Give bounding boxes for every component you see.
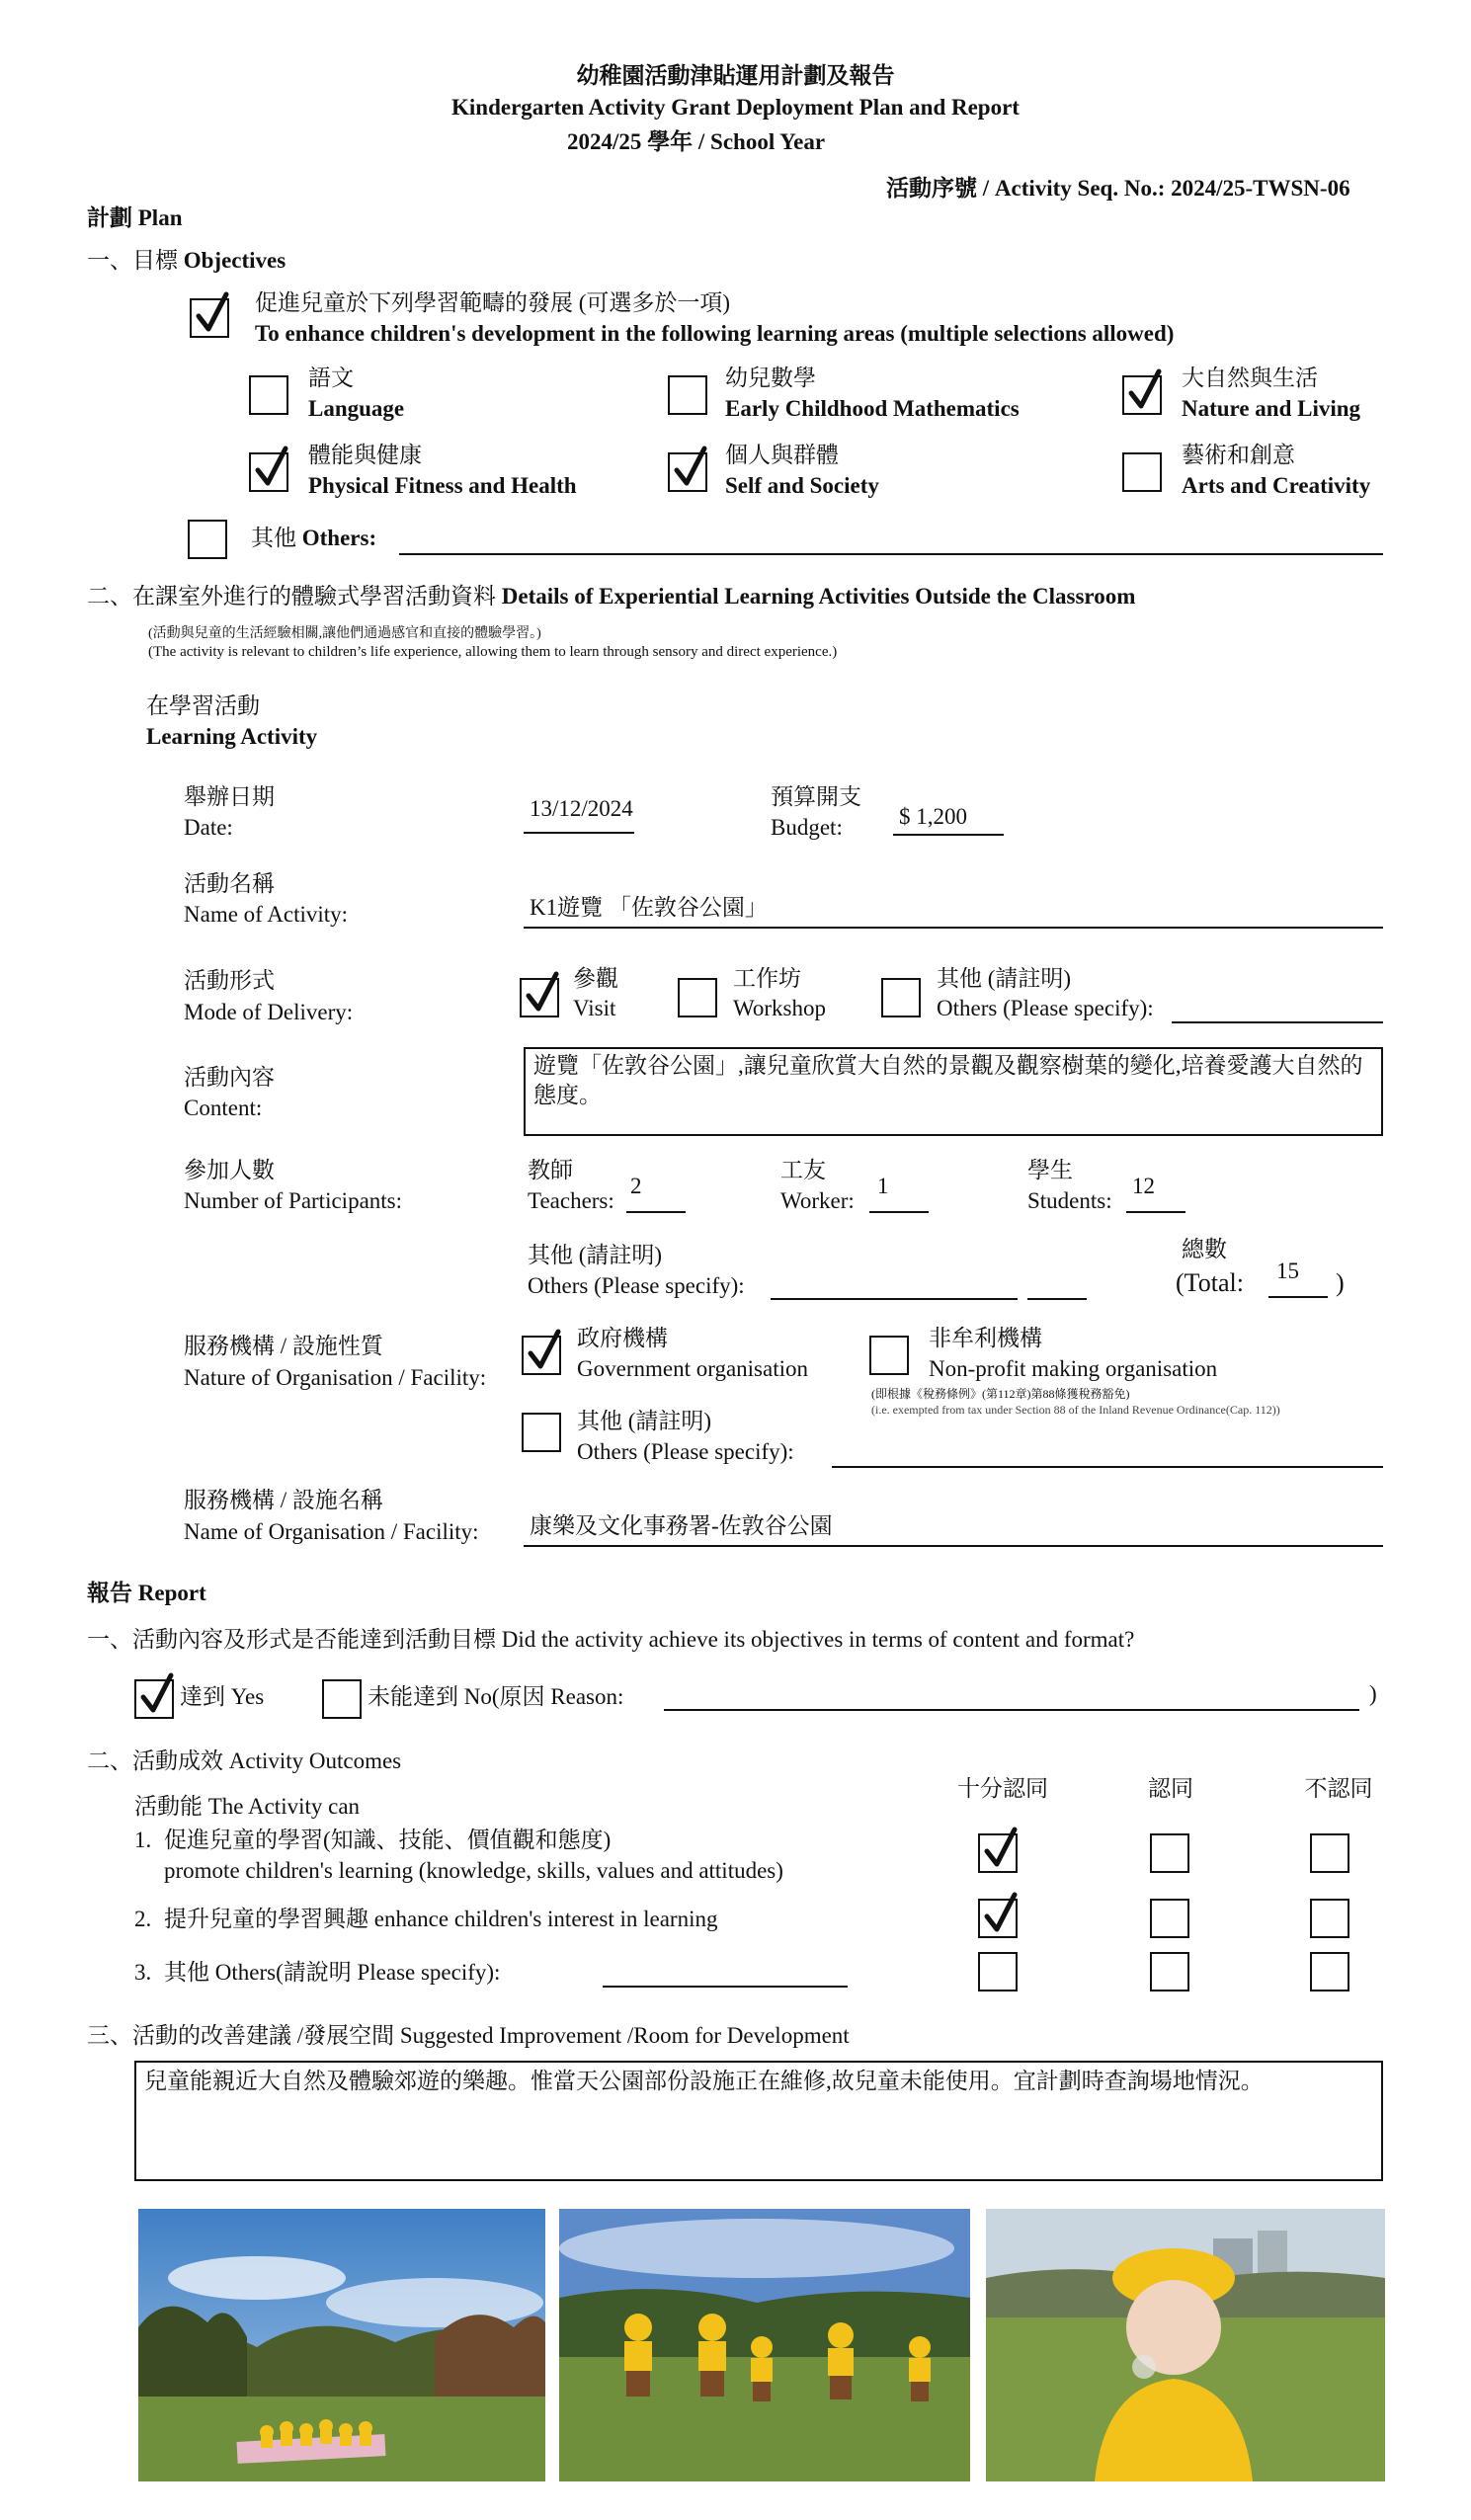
mode-zh: 活動形式 [184, 968, 275, 993]
improve-heading: 三、活動的改善建議 /發展空間 Suggested Improvement /Room for Development [87, 2023, 850, 2048]
details-heading-zh: 二、在課室外進行的體驗式學習活動資料 [87, 584, 496, 609]
area-fitness-zh: 體能與健康 [308, 443, 422, 467]
budget-zh: 預算開支 [771, 784, 861, 809]
nonprofit-note-en: (i.e. exempted from tax under Section 88 of the Inland Revenue Ordinance(Cap. 112)) [871, 1403, 1280, 1417]
org-name-field[interactable] [524, 1545, 1383, 1547]
details-note-en: (The activity is relevant to children’s life experience, allowing them to learn through sensory and direct experience.) [148, 644, 838, 660]
achieved-no-checkbox[interactable] [322, 1679, 362, 1719]
total-en: (Total: [1176, 1268, 1244, 1297]
area-fitness-en: Physical Fitness and Health [308, 473, 577, 498]
org-others-en: Others (Please specify): [577, 1439, 794, 1464]
outcome-2-agree-checkbox[interactable] [1150, 1899, 1189, 1938]
objectives-heading-en: Objectives [183, 248, 286, 273]
objective-main-en: To enhance children's development in the following learning areas (multiple selections allowed) [255, 321, 1175, 346]
mode-workshop-zh: 工作坊 [733, 966, 801, 991]
details-heading [87, 582, 1135, 611]
objectives-heading-zh: 一、目標 [87, 248, 178, 273]
activity-seq [886, 174, 1350, 203]
area-nature-zh: 大自然與生活 [1182, 366, 1318, 390]
area-fitness-checkbox[interactable] [249, 452, 288, 492]
objective-others-checkbox[interactable] [188, 520, 227, 559]
outcome-3-disagree-checkbox[interactable] [1310, 1952, 1349, 1992]
mode-others-en: Others (Please specify): [937, 996, 1154, 1020]
outcome-3-strongly-agree-checkbox[interactable] [978, 1952, 1018, 1992]
no-reason-close: ) [1369, 1681, 1377, 1706]
improve-box[interactable] [134, 2061, 1383, 2181]
area-math-checkbox[interactable] [668, 375, 707, 415]
teachers-en: Teachers: [528, 1188, 614, 1213]
budget-en: Budget: [771, 815, 843, 840]
activity-seq-label: 活動序號 / Activity Seq. No.: [886, 176, 1166, 201]
report-q1: 一、活動內容及形式是否能達到活動目標 Did the activity achieve its objectives in terms of content and format? [87, 1627, 1135, 1652]
students-zh: 學生 [1027, 1158, 1073, 1182]
outcome-3-agree-checkbox[interactable] [1150, 1952, 1189, 1992]
objective-others-en: Others: [301, 526, 377, 550]
mode-others-checkbox[interactable] [881, 978, 921, 1017]
outcome-3-zh: 其他 Others(請說明 Please specify): [164, 1960, 501, 1985]
photo-group-picnic [138, 2209, 545, 2481]
outcomes-heading: 二、活動成效 Activity Outcomes [87, 1748, 402, 1773]
outcomes-lead: 活動能 The Activity can [134, 1794, 361, 1819]
details-note-zh: (活動與兒童的生活經驗相關,讓他們通過感官和直接的體驗學習。) [148, 626, 541, 641]
teachers-value: 2 [630, 1174, 642, 1198]
activity-seq-value: 2024/25-TWSN-06 [1171, 176, 1350, 201]
objective-main-zh: 促進兒童於下列學習範疇的發展 (可選多於一項) [255, 290, 731, 315]
area-arts-zh: 藝術和創意 [1182, 443, 1295, 467]
content-en: Content: [184, 1096, 263, 1120]
org-nonprofit-zh: 非牟利機構 [929, 1326, 1042, 1350]
content-zh: 活動內容 [184, 1065, 275, 1090]
outcome-1-strongly-agree-checkbox[interactable] [978, 1833, 1018, 1873]
title-en: Kindergarten Activity Grant Deployment Plan and Report [451, 95, 1020, 120]
area-nature-en: Nature and Living [1182, 396, 1361, 421]
mode-en: Mode of Delivery: [184, 1000, 354, 1024]
budget-value: $ 1,200 [899, 804, 967, 829]
area-arts-checkbox[interactable] [1122, 452, 1162, 492]
achieved-no-label: 未能達到 No(原因 Reason: [368, 1684, 624, 1709]
date-value: 13/12/2024 [530, 796, 633, 821]
org-others-field[interactable] [832, 1466, 1383, 1468]
worker-field[interactable] [869, 1211, 929, 1213]
participants-zh: 參加人數 [184, 1158, 275, 1182]
worker-en: Worker: [780, 1188, 855, 1213]
org-nature-en: Nature of Organisation / Facility: [184, 1365, 487, 1390]
org-name-en: Name of Organisation / Facility: [184, 1519, 479, 1544]
objectives-heading [87, 246, 286, 276]
outcome-1-num: 1. [134, 1828, 152, 1852]
worker-zh: 工友 [780, 1158, 826, 1182]
area-language-zh: 語文 [308, 366, 354, 390]
org-nonprofit-checkbox[interactable] [869, 1336, 909, 1375]
outcome-2-zh: 提升兒童的學習興趣 enhance children's interest in learning [164, 1907, 718, 1931]
org-name-zh: 服務機構 / 設施名稱 [184, 1488, 383, 1512]
org-government-en: Government organisation [577, 1356, 808, 1381]
plan-heading: 計劃 Plan [87, 205, 183, 230]
total-field[interactable] [1268, 1296, 1328, 1298]
area-language-en: Language [308, 396, 405, 421]
budget-field[interactable] [893, 834, 1004, 836]
area-society-checkbox[interactable] [668, 452, 707, 492]
org-name-value: 康樂及文化事務署-佐敦谷公園 [530, 1513, 833, 1538]
activity-name-value: K1遊覽 「佐敦谷公園」 [530, 895, 768, 920]
objective-others-field[interactable] [399, 553, 1383, 555]
participants-en: Number of Participants: [184, 1188, 403, 1213]
mode-others-zh: 其他 (請註明) [937, 966, 1072, 991]
outcome-2-disagree-checkbox[interactable] [1310, 1899, 1349, 1938]
outcome-3-num: 3. [134, 1960, 152, 1985]
date-en: Date: [184, 815, 233, 840]
objective-others-label [251, 524, 376, 553]
students-field[interactable] [1126, 1211, 1185, 1213]
school-year-suffix: School Year [710, 129, 826, 154]
area-arts-en: Arts and Creativity [1182, 473, 1371, 498]
date-field[interactable] [524, 832, 634, 834]
activity-name-en: Name of Activity: [184, 902, 349, 927]
part-others-zh: 其他 (請註明) [528, 1243, 663, 1267]
area-society-zh: 個人與群體 [725, 443, 839, 467]
scale-strongly-agree: 十分認同 [957, 1776, 1048, 1801]
activity-name-zh: 活動名稱 [184, 871, 275, 896]
outcome-2-num: 2. [134, 1907, 152, 1931]
area-society-en: Self and Society [725, 473, 879, 498]
outcome-1-zh: 促進兒童的學習(知識、技能、價值觀和態度) [164, 1828, 612, 1852]
activity-name-field[interactable] [524, 927, 1383, 929]
school-year-prefix: 2024/25 學年 / [567, 129, 705, 154]
teachers-zh: 教師 [528, 1158, 573, 1182]
report-heading: 報告 Report [87, 1581, 206, 1605]
date-zh: 舉辦日期 [184, 784, 275, 809]
area-nature-checkbox[interactable] [1122, 375, 1162, 415]
total-zh: 總數 [1182, 1237, 1227, 1261]
org-government-zh: 政府機構 [577, 1326, 668, 1350]
worker-value: 1 [877, 1174, 889, 1198]
part-others-field[interactable] [771, 1298, 1018, 1300]
objective-others-zh: 其他 [251, 526, 296, 550]
area-math-zh: 幼兒數學 [725, 366, 816, 390]
org-nonprofit-en: Non-profit making organisation [929, 1356, 1218, 1381]
title-zh: 幼稚園活動津貼運用計劃及報告 [576, 63, 895, 88]
scale-agree: 認同 [1148, 1776, 1193, 1801]
improve-value: 兒童能親近大自然及體驗郊遊的樂趣。惟當天公園部份設施正在維修,故兒童未能使用。宜計劃時查詢場地情況。 [144, 2069, 1264, 2093]
area-math-en: Early Childhood Mathematics [725, 396, 1020, 421]
part-others-count-field[interactable] [1027, 1298, 1087, 1300]
objective-main-checkbox[interactable] [190, 298, 229, 338]
mode-visit-zh: 參觀 [573, 966, 618, 991]
students-en: Students: [1027, 1188, 1112, 1213]
outcome-1-en: promote children's learning (knowledge, skills, values and attitudes) [164, 1858, 783, 1883]
photo-child-bubbles [986, 2209, 1385, 2481]
learning-activity-en: Learning Activity [146, 724, 318, 749]
mode-workshop-en: Workshop [733, 996, 826, 1020]
org-others-checkbox[interactable] [522, 1413, 561, 1452]
content-box[interactable] [524, 1047, 1383, 1136]
outcome-1-disagree-checkbox[interactable] [1310, 1833, 1349, 1873]
photo-children-running [559, 2209, 970, 2481]
org-government-checkbox[interactable] [522, 1336, 561, 1375]
scale-disagree: 不認同 [1304, 1776, 1373, 1801]
achieved-yes-label: 達到 Yes [180, 1684, 265, 1709]
outcome-2-strongly-agree-checkbox[interactable] [978, 1899, 1018, 1938]
org-others-zh: 其他 (請註明) [577, 1409, 712, 1433]
nonprofit-note-zh: (即根據《稅務條例》(第112章)第88條獲稅務豁免) [871, 1387, 1130, 1401]
no-reason-field[interactable] [664, 1709, 1359, 1711]
org-nature-zh: 服務機構 / 設施性質 [184, 1334, 383, 1358]
learning-activity-zh: 在學習活動 [146, 693, 260, 718]
outcome-1-agree-checkbox[interactable] [1150, 1833, 1189, 1873]
total-value: 15 [1276, 1259, 1299, 1283]
content-value: 遊覽「佐敦谷公園」,讓兒童欣賞大自然的景觀及觀察樹葉的變化,培養愛護大自然的態度。 [533, 1053, 1363, 1107]
outcome-3-field[interactable] [603, 1986, 848, 1988]
school-year [567, 127, 825, 157]
part-others-en: Others (Please specify): [528, 1273, 745, 1298]
mode-workshop-checkbox[interactable] [678, 978, 717, 1017]
students-value: 12 [1132, 1174, 1155, 1198]
achieved-yes-checkbox[interactable] [134, 1679, 174, 1719]
mode-visit-en: Visit [573, 996, 616, 1020]
details-heading-en: Details of Experiential Learning Activities Outside the Classroom [501, 584, 1136, 609]
area-language-checkbox[interactable] [249, 375, 288, 415]
mode-others-field[interactable] [1172, 1021, 1383, 1023]
teachers-field[interactable] [626, 1211, 686, 1213]
total-close: ) [1336, 1268, 1345, 1297]
mode-visit-checkbox[interactable] [520, 978, 559, 1017]
